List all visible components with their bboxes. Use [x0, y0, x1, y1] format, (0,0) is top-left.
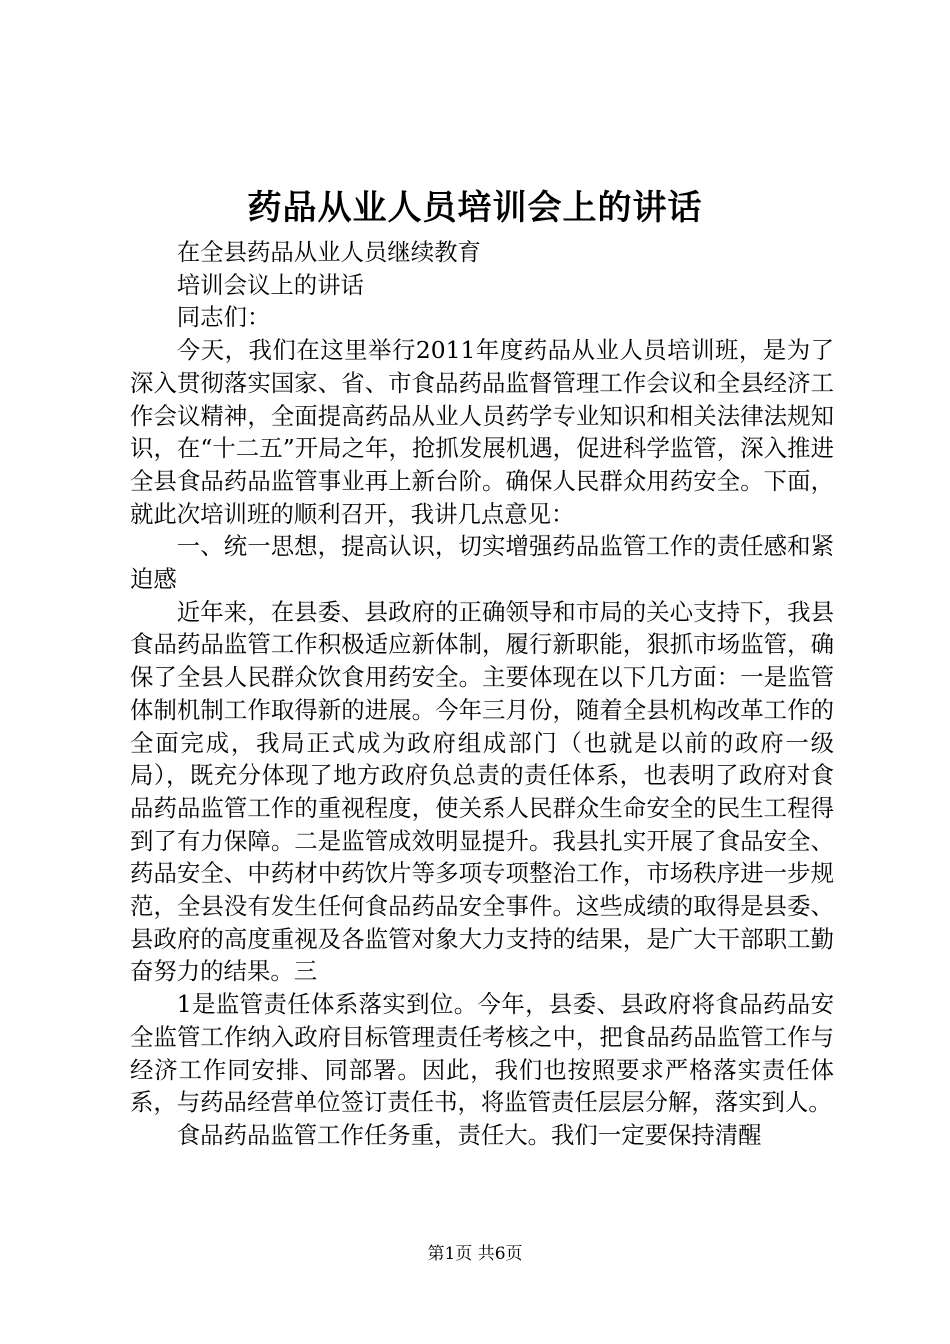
paragraph: 培训会议上的讲话: [176, 270, 364, 299]
document-body: [130, 236, 834, 1152]
paragraph: 今天，我们在这里举行2011年度药品从业人员培训班，是为了深入贯彻落实国家、省、市食品药品监督管理工作会议和全县经济工作会议精神，全面提高药品从业人员药学专业知识和相关法律法规知识，在“十二五”开局之年，抢抓发展机遇，促进科学监管，深入推进全县食品药品监管事业再上新台阶。确保人民群众用药安全。下面，就此次培训班的顺利召开，我讲几点意见：: [130, 336, 834, 528]
paragraph: 食品药品监管工作任务重，责任大。我们一定要保持清醒: [176, 1120, 762, 1149]
paragraph: 同志们：: [176, 303, 271, 332]
paragraph: 在全县药品从业人员继续教育: [176, 238, 481, 266]
paragraph: 近年来，在县委、县政府的正确领导和市局的关心支持下，我县食品药品监管工作积极适应新体制，履行新职能，狠抓市场监管，确保了全县人民群众饮食用药安全。主要体现在以下几方面：一是监管体制机制工作取得新的进展。今年三月份，随着全县机构改革工作的全面完成，我局正式成为政府组成部门（也就是以前的政府一级局），既充分体现了地方政府负总责的责任体系，也表明了政府对食品药品监管工作的重视程度，使关系人民群众生命安全的民生工程得到了有力保障。二是监管成效明显提升。我县扎实开展了食品安全、药品安全、中药材中药饮片等多项专项整治工作，市场秩序进一步规范，全县没有发生任何食品药品安全事件。这些成绩的取得是县委、县政府的高度重视及各监管对象大力支持的结果，是广大干部职工勤奋努力的结果。三: [130, 597, 834, 986]
paragraph: 1是监管责任体系落实到位。今年，县委、县政府将食品药品安全监管工作纳入政府目标管理责任考核之中，把食品药品监管工作与经济工作同安排、同部署。因此，我们也按照要求严格落实责任体系，与药品经营单位签订责任书，将监管责任层层分解，落实到人。: [130, 990, 834, 1117]
paragraph: 一、统一思想，提高认识，切实增强药品监管工作的责任感和紧迫感: [130, 532, 834, 594]
page-number-footer: 第1页 共6页: [427, 1244, 523, 1264]
document-title: 药品从业人员培训会上的讲话: [247, 188, 703, 228]
